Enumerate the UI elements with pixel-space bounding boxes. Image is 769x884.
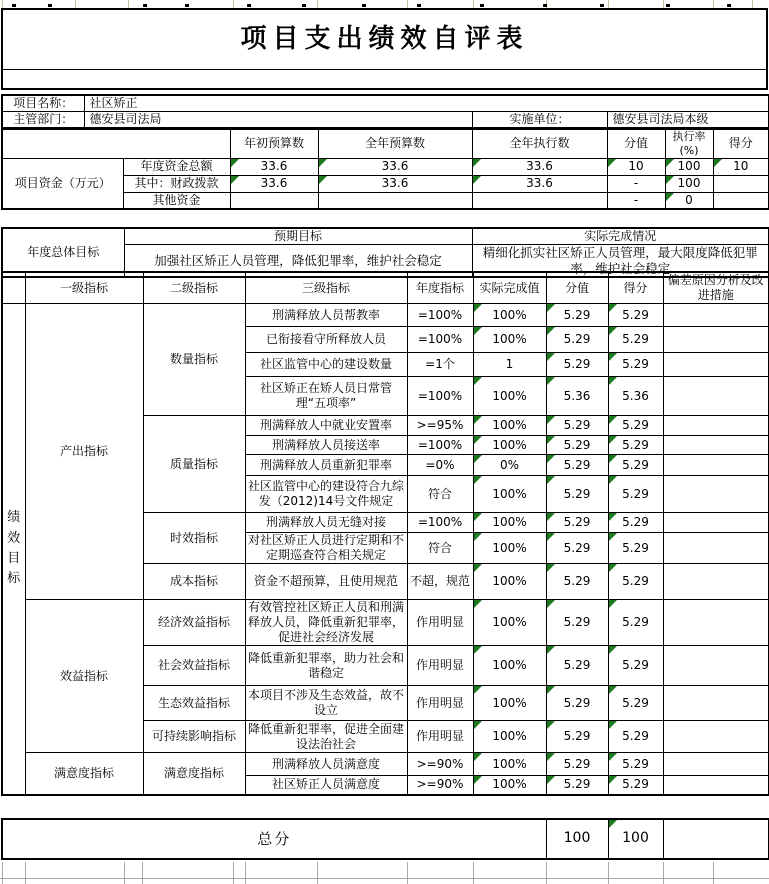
deviation-cell	[663, 686, 769, 721]
level2-quality: 质量指标	[143, 416, 245, 513]
value-cell: 5.29	[546, 600, 608, 646]
header-actual: 实际完成值	[473, 272, 546, 304]
deviation-cell	[663, 436, 769, 455]
l3-cell: 降低重新犯罪率，助力社会和谐稳定	[245, 646, 407, 686]
deviation-cell	[663, 776, 769, 795]
level2-sustainability: 可持续影响指标	[143, 721, 245, 753]
actual-cell: 100%	[473, 304, 546, 327]
total-score-table	[1, 818, 769, 860]
deviation-cell	[663, 476, 769, 513]
funds-cell: 33.6	[472, 175, 607, 192]
score-cell: 5.29	[608, 721, 663, 753]
info-table	[1, 94, 769, 129]
implement-unit-value: 德安县司法局本级	[607, 112, 769, 129]
header-level2: 二级指标	[143, 272, 245, 304]
deviation-cell	[663, 416, 769, 436]
funds-row-label: 年度资金总额	[123, 158, 230, 175]
target-cell: =100%	[407, 377, 473, 416]
target-cell: 不超，规范	[407, 564, 473, 600]
score-cell: 5.29	[608, 776, 663, 795]
actual-cell: 100%	[473, 513, 546, 533]
value-cell: 5.29	[546, 327, 608, 353]
annual-goal-label: 年度总体目标	[2, 228, 124, 277]
l3-cell: 刑满释放人员满意度	[245, 753, 407, 776]
department-value: 德安县司法局	[84, 112, 472, 129]
value-cell: 5.29	[546, 416, 608, 436]
target-cell: =100%	[407, 513, 473, 533]
l3-cell: 有效管控社区矫正人员和刑满释放人员，降低重新犯罪率，促进社会经济发展	[245, 600, 407, 646]
value-cell: 5.29	[546, 564, 608, 600]
target-cell: >=95%	[407, 416, 473, 436]
target-cell: >=90%	[407, 776, 473, 795]
l3-cell: 刑满释放人员重新犯罪率	[245, 455, 407, 476]
indicators-table	[1, 271, 769, 796]
target-cell: 作用明显	[407, 646, 473, 686]
value-cell: 5.29	[546, 646, 608, 686]
funds-cell: -	[607, 192, 665, 209]
target-cell: >=90%	[407, 753, 473, 776]
deviation-cell	[663, 721, 769, 753]
funds-cell: 10	[713, 158, 769, 175]
l3-cell: 社区矫正人员满意度	[245, 776, 407, 795]
score-cell: 5.29	[608, 327, 663, 353]
target-cell: =100%	[407, 327, 473, 353]
l3-cell: 刑满释放人员帮教率	[245, 304, 407, 327]
l3-cell: 刑满释放人员无缝对接	[245, 513, 407, 533]
score-cell: 5.36	[608, 377, 663, 416]
header-level3: 三级指标	[245, 272, 407, 304]
funds-cell	[318, 192, 472, 209]
score-cell: 5.29	[608, 353, 663, 377]
total-label: 总分	[2, 819, 546, 859]
page-title: 项目支出绩效自评表	[2, 9, 767, 69]
score-cell: 5.29	[608, 416, 663, 436]
side-label: 绩效目标	[2, 304, 25, 795]
funds-cell: 0	[665, 192, 713, 209]
clipped-text-mark	[12, 4, 16, 7]
level2-economic: 经济效益指标	[143, 600, 245, 646]
funds-row-label: 其中：财政拨款	[123, 175, 230, 192]
target-cell: =1个	[407, 353, 473, 377]
value-cell: 5.29	[546, 753, 608, 776]
implement-unit-label: 实施单位：	[472, 112, 607, 129]
value-cell: 5.29	[546, 436, 608, 455]
l3-cell: 社区监管中心的建设数量	[245, 353, 407, 377]
header-score: 得分	[608, 272, 663, 304]
actual-cell: 100%	[473, 600, 546, 646]
department-label: 主管部门：	[2, 112, 84, 129]
target-cell: 符合	[407, 533, 473, 564]
funds-row-label: 其他资金	[123, 192, 230, 209]
actual-cell: 1	[473, 353, 546, 377]
l3-cell: 社区矫正在矫人员日常管理“五项率”	[245, 377, 407, 416]
funds-cell: 33.6	[230, 158, 318, 175]
funds-cell: 33.6	[472, 158, 607, 175]
level1-satisfaction: 满意度指标	[25, 753, 143, 795]
l3-cell: 对社区矫正人员进行定期和不定期巡查符合相关规定	[245, 533, 407, 564]
value-cell: 5.29	[546, 721, 608, 753]
deviation-cell	[663, 455, 769, 476]
score-cell: 5.29	[608, 564, 663, 600]
level2-timeliness: 时效指标	[143, 513, 245, 564]
funds-header-initial: 年初预算数	[230, 129, 318, 158]
header-value: 分值	[546, 272, 608, 304]
score-cell: 5.29	[608, 646, 663, 686]
actual-cell: 100%	[473, 436, 546, 455]
funds-cell	[230, 192, 318, 209]
funds-header-score: 得分	[713, 129, 769, 158]
funds-cell: 10	[607, 158, 665, 175]
score-cell: 5.29	[608, 753, 663, 776]
funds-header-value: 分值	[607, 129, 665, 158]
funds-header-executed: 全年执行数	[472, 129, 607, 158]
value-cell: 5.29	[546, 513, 608, 533]
funds-cell: 33.6	[318, 158, 472, 175]
deviation-cell	[663, 353, 769, 377]
project-name-value: 社区矫正	[84, 95, 769, 112]
target-cell: =100%	[407, 304, 473, 327]
value-cell: 5.29	[546, 533, 608, 564]
header-target: 年度指标	[407, 272, 473, 304]
empty-grid-rows	[0, 862, 769, 884]
total-deviation-cell	[663, 819, 769, 859]
score-cell: 5.29	[608, 436, 663, 455]
l3-cell: 资金不超预算，且使用规范	[245, 564, 407, 600]
score-cell: 5.29	[608, 686, 663, 721]
deviation-cell	[663, 600, 769, 646]
deviation-cell	[663, 513, 769, 533]
actual-cell: 100%	[473, 753, 546, 776]
project-name-label: 项目名称：	[2, 95, 84, 112]
funds-cell: 100	[665, 158, 713, 175]
target-cell: 作用明显	[407, 600, 473, 646]
actual-cell: 100%	[473, 377, 546, 416]
deviation-cell	[663, 304, 769, 327]
deviation-cell	[663, 533, 769, 564]
actual-cell: 100%	[473, 686, 546, 721]
level2-social: 社会效益指标	[143, 646, 245, 686]
level1-output: 产出指标	[25, 304, 143, 600]
funds-cell	[472, 192, 607, 209]
value-cell: 5.29	[546, 304, 608, 327]
funds-section-label: 项目资金（万元）	[2, 158, 123, 209]
deviation-cell	[663, 646, 769, 686]
value-cell: 5.29	[546, 686, 608, 721]
funds-blank-header	[2, 129, 230, 158]
actual-result-text: 精细化抓实社区矫正人员管理，最大限度降低犯罪率，维护社会稳定	[472, 245, 769, 278]
target-cell: 作用明显	[407, 721, 473, 753]
actual-cell: 100%	[473, 533, 546, 564]
actual-result-header: 实际完成情况	[472, 228, 769, 245]
score-cell: 5.29	[608, 304, 663, 327]
actual-cell: 100%	[473, 564, 546, 600]
funds-cell	[713, 192, 769, 209]
total-value-cell: 100	[546, 819, 608, 859]
deviation-cell	[663, 327, 769, 353]
funds-cell: 100	[665, 175, 713, 192]
score-cell: 5.29	[608, 513, 663, 533]
value-cell: 5.29	[546, 353, 608, 377]
target-cell: 作用明显	[407, 686, 473, 721]
value-cell: 5.29	[546, 455, 608, 476]
deviation-cell	[663, 377, 769, 416]
l3-cell: 刑满释放人员接送率	[245, 436, 407, 455]
value-cell: 5.29	[546, 776, 608, 795]
expected-goal-text: 加强社区矫正人员管理，降低犯罪率，维护社会稳定	[124, 245, 472, 278]
score-cell: 5.29	[608, 533, 663, 564]
actual-cell: 100%	[473, 476, 546, 513]
l3-cell: 社区监管中心的建设符合九综发（2012)14号文件规定	[245, 476, 407, 513]
title-block	[1, 8, 768, 90]
actual-cell: 100%	[473, 416, 546, 436]
actual-cell: 0%	[473, 455, 546, 476]
funds-cell: 33.6	[230, 175, 318, 192]
funds-cell: -	[607, 175, 665, 192]
target-cell: =100%	[407, 436, 473, 455]
actual-cell: 100%	[473, 721, 546, 753]
l3-cell: 本项目不涉及生态效益，故不设立	[245, 686, 407, 721]
empty-band	[2, 69, 767, 89]
score-cell: 5.29	[608, 476, 663, 513]
level2-cost: 成本指标	[143, 564, 245, 600]
deviation-cell	[663, 564, 769, 600]
funds-header-rate: 执行率(%)	[665, 129, 713, 158]
value-cell: 5.36	[546, 377, 608, 416]
l3-cell: 已衔接看守所释放人员	[245, 327, 407, 353]
actual-cell: 100%	[473, 327, 546, 353]
target-cell: 符合	[407, 476, 473, 513]
indicators-corner-cell	[2, 272, 25, 304]
value-cell: 5.29	[546, 476, 608, 513]
funds-table	[1, 128, 769, 210]
funds-header-annual: 全年预算数	[318, 129, 472, 158]
score-cell: 5.29	[608, 455, 663, 476]
level2-satisfaction: 满意度指标	[143, 753, 245, 795]
actual-cell: 100%	[473, 776, 546, 795]
header-deviation: 偏差原因分析及改进措施	[663, 272, 769, 304]
total-score-cell: 100	[608, 819, 663, 859]
note-triangle-icon	[231, 159, 239, 167]
level2-ecological: 生态效益指标	[143, 686, 245, 721]
level2-quantity: 数量指标	[143, 304, 245, 416]
score-cell: 5.29	[608, 600, 663, 646]
l3-cell: 降低重新犯罪率，促进全面建设法治社会	[245, 721, 407, 753]
header-level1: 一级指标	[25, 272, 143, 304]
expected-goal-header: 预期目标	[124, 228, 472, 245]
level1-benefit: 效益指标	[25, 600, 143, 753]
clipped-row-strip	[0, 0, 769, 8]
funds-cell: 33.6	[318, 175, 472, 192]
actual-cell: 100%	[473, 646, 546, 686]
target-cell: =0%	[407, 455, 473, 476]
funds-cell	[713, 175, 769, 192]
l3-cell: 刑满释放人中就业安置率	[245, 416, 407, 436]
deviation-cell	[663, 753, 769, 776]
